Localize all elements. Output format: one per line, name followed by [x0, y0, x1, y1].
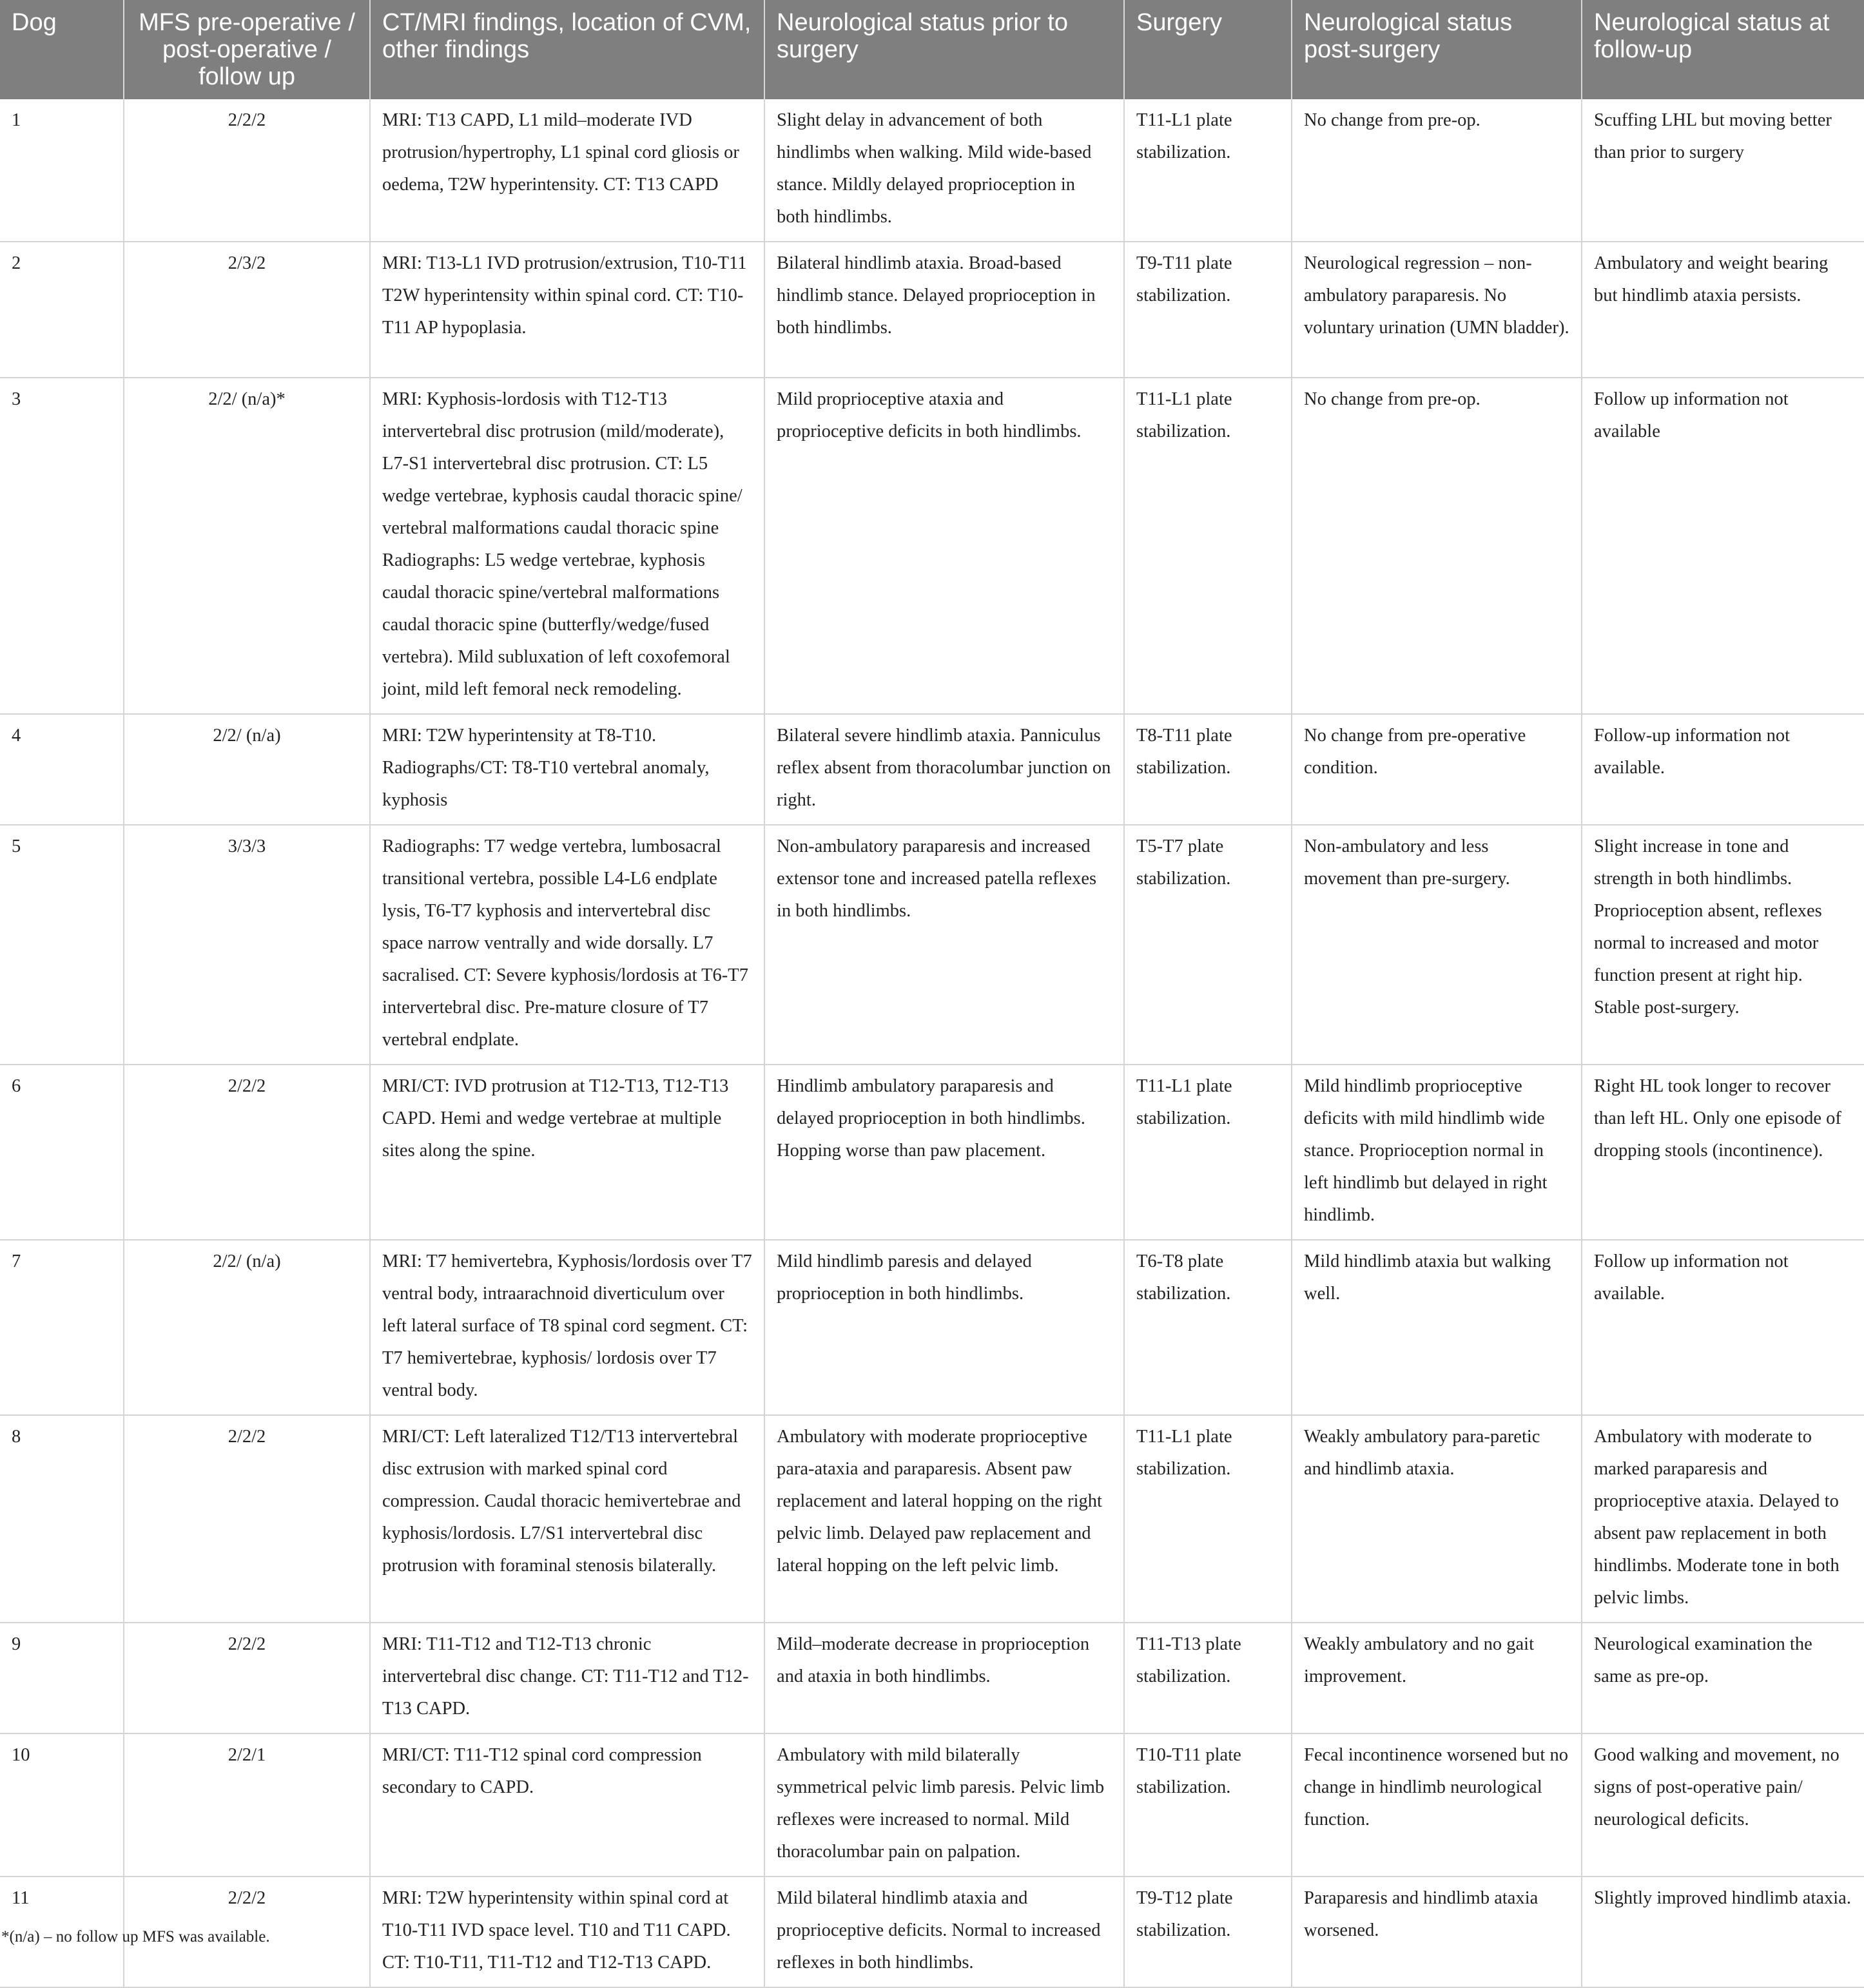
surgery-cell: T9-T11 plate stabilization.: [1124, 242, 1292, 378]
follow-up-cell: Follow up information not available: [1582, 378, 1864, 714]
mfs-cell: 2/2/2: [124, 1877, 370, 1987]
table-row: [0, 1415, 1864, 1623]
post-surgery-cell: No change from pre-operative condition.: [1292, 714, 1582, 825]
table-row: [0, 825, 1864, 1065]
pre-surgery-cell: Ambulatory with mild bilaterally symmetrical pelvic limb paresis. Pelvic limb reflexes were increased to normal. Mild thoracolumbar pain on palpation.: [764, 1733, 1124, 1877]
findings-cell: MRI: T13 CAPD, L1 mild–moderate IVD protrusion/hypertrophy, L1 spinal cord gliosis or oedema, T2W hyperintensity. CT: T13 CAPD: [370, 99, 764, 242]
mfs-cell: 2/2/2: [124, 1065, 370, 1240]
findings-cell: MRI: T11-T12 and T12-T13 chronic intervertebral disc change. CT: T11-T12 and T12-T13 CAPD.: [370, 1623, 764, 1733]
dog-cell: 7: [0, 1240, 124, 1415]
table-row: [0, 1623, 1864, 1733]
mfs-cell: 2/2/2: [124, 99, 370, 242]
follow-up-cell: Good walking and movement, no signs of post-operative pain/ neurological deficits.: [1582, 1733, 1864, 1877]
pre-surgery-cell: Mild–moderate decrease in proprioception and ataxia in both hindlimbs.: [764, 1623, 1124, 1733]
findings-cell: MRI: T13-L1 IVD protrusion/extrusion, T10-T11 T2W hyperintensity within spinal cord. CT: T10-T11 AP hypoplasia.: [370, 242, 764, 378]
table-row: [0, 378, 1864, 714]
header-surgery: Surgery: [1124, 0, 1292, 99]
mfs-cell: 3/3/3: [124, 825, 370, 1065]
header-findings: CT/MRI findings, location of CVM, other findings: [370, 0, 764, 99]
findings-cell: MRI: T2W hyperintensity within spinal cord at T10-T11 IVD space level. T10 and T11 CAPD. CT: T10-T11, T11-T12 and T12-T13 CAPD.: [370, 1877, 764, 1987]
follow-up-cell: Follow-up information not available.: [1582, 714, 1864, 825]
findings-cell: MRI: Kyphosis-lordosis with T12-T13 intervertebral disc protrusion (mild/moderate), L7-S1 intervertebral disc protrusion. CT: L5 wedge vertebrae, kyphosis caudal thoracic spine/ vertebral malformations caudal thoracic spine Radiographs: L5 wedge vertebrae, kyphosis caudal thoracic spine/vertebral malformations caudal thoracic spine (butterfly/wedge/fused vertebra). Mild subluxation of left coxofemoral joint, mild left femoral neck remodeling.: [370, 378, 764, 714]
dog-cell: 2: [0, 242, 124, 378]
table-row: [0, 242, 1864, 378]
dog-cell: 10: [0, 1733, 124, 1877]
findings-cell: MRI: T2W hyperintensity at T8-T10. Radiographs/CT: T8-T10 vertebral anomaly, kyphosis: [370, 714, 764, 825]
findings-cell: MRI/CT: T11-T12 spinal cord compression secondary to CAPD.: [370, 1733, 764, 1877]
table-row: [0, 714, 1864, 825]
header-pre-surgery: Neurological status prior to surgery: [764, 0, 1124, 99]
surgery-cell: T6-T8 plate stabilization.: [1124, 1240, 1292, 1415]
post-surgery-cell: Non-ambulatory and less movement than pre-surgery.: [1292, 825, 1582, 1065]
dog-cell: 3: [0, 378, 124, 714]
findings-cell: MRI: T7 hemivertebra, Kyphosis/lordosis over T7 ventral body, intraarachnoid diverticulum over left lateral surface of T8 spinal cord segment. CT: T7 hemivertebrae, kyphosis/ lordosis over T7 ventral body.: [370, 1240, 764, 1415]
header-row: [0, 0, 1864, 99]
post-surgery-cell: Neurological regression – non-ambulatory paraparesis. No voluntary urination (UMN bladder).: [1292, 242, 1582, 378]
dog-cell: 1: [0, 99, 124, 242]
dog-cell: 11: [0, 1877, 124, 1987]
surgery-cell: T11-T13 plate stabilization.: [1124, 1623, 1292, 1733]
follow-up-cell: Scuffing LHL but moving better than prior to surgery: [1582, 99, 1864, 242]
surgery-cell: T11-L1 plate stabilization.: [1124, 1415, 1292, 1623]
post-surgery-cell: Weakly ambulatory and no gait improvement.: [1292, 1623, 1582, 1733]
follow-up-cell: Follow up information not available.: [1582, 1240, 1864, 1415]
follow-up-cell: Right HL took longer to recover than left HL. Only one episode of dropping stools (incontinence).: [1582, 1065, 1864, 1240]
follow-up-cell: Neurological examination the same as pre-op.: [1582, 1623, 1864, 1733]
post-surgery-cell: No change from pre-op.: [1292, 378, 1582, 714]
dog-cell: 8: [0, 1415, 124, 1623]
mfs-cell: 2/2/2: [124, 1415, 370, 1623]
follow-up-cell: Slightly improved hindlimb ataxia.: [1582, 1877, 1864, 1987]
surgery-cell: T10-T11 plate stabilization.: [1124, 1733, 1292, 1877]
pre-surgery-cell: Mild hindlimb paresis and delayed proprioception in both hindlimbs.: [764, 1240, 1124, 1415]
findings-cell: MRI/CT: IVD protrusion at T12-T13, T12-T13 CAPD. Hemi and wedge vertebrae at multiple sites along the spine.: [370, 1065, 764, 1240]
post-surgery-cell: No change from pre-op.: [1292, 99, 1582, 242]
mfs-cell: 2/2/1: [124, 1733, 370, 1877]
header-post-surgery: Neurological status post-surgery: [1292, 0, 1582, 99]
mfs-cell: 2/2/ (n/a): [124, 1240, 370, 1415]
pre-surgery-cell: Hindlimb ambulatory paraparesis and delayed proprioception in both hindlimbs. Hopping worse than paw placement.: [764, 1065, 1124, 1240]
mfs-cell: 2/2/ (n/a)*: [124, 378, 370, 714]
dog-cell: 9: [0, 1623, 124, 1733]
table-row: [0, 99, 1864, 242]
follow-up-cell: Ambulatory with moderate to marked paraparesis and proprioceptive ataxia. Delayed to absent paw replacement in both hindlimbs. Moderate tone in both pelvic limbs.: [1582, 1415, 1864, 1623]
table-row: [0, 1877, 1864, 1987]
pre-surgery-cell: Bilateral hindlimb ataxia. Broad-based hindlimb stance. Delayed proprioception in both hindlimbs.: [764, 242, 1124, 378]
follow-up-cell: Ambulatory and weight bearing but hindlimb ataxia persists.: [1582, 242, 1864, 378]
header-follow-up: Neurological status at follow-up: [1582, 0, 1864, 99]
surgery-cell: T5-T7 plate stabilization.: [1124, 825, 1292, 1065]
surgery-cell: T9-T12 plate stabilization.: [1124, 1877, 1292, 1987]
post-surgery-cell: Weakly ambulatory para-paretic and hindlimb ataxia.: [1292, 1415, 1582, 1623]
table-row: [0, 1240, 1864, 1415]
header-dog: Dog: [0, 0, 124, 99]
dog-cell: 6: [0, 1065, 124, 1240]
follow-up-cell: Slight increase in tone and strength in both hindlimbs. Proprioception absent, reflexes normal to increased and motor function present at right hip. Stable post-surgery.: [1582, 825, 1864, 1065]
table-row: [0, 1065, 1864, 1240]
pre-surgery-cell: Slight delay in advancement of both hindlimbs when walking. Mild wide-based stance. Mildly delayed proprioception in both hindlimbs.: [764, 99, 1124, 242]
pre-surgery-cell: Mild proprioceptive ataxia and proprioceptive deficits in both hindlimbs.: [764, 378, 1124, 714]
pre-surgery-cell: Ambulatory with moderate proprioceptive para-ataxia and paraparesis. Absent paw replacement and lateral hopping on the right pelvic limb. Delayed paw replacement and lateral hopping on the left pelvic limb.: [764, 1415, 1124, 1623]
pre-surgery-cell: Bilateral severe hindlimb ataxia. Panniculus reflex absent from thoracolumbar junction on right.: [764, 714, 1124, 825]
surgery-cell: T11-L1 plate stabilization.: [1124, 378, 1292, 714]
post-surgery-cell: Mild hindlimb proprioceptive deficits with mild hindlimb wide stance. Proprioception normal in left hindlimb but delayed in right hindlimb.: [1292, 1065, 1582, 1240]
post-surgery-cell: Paraparesis and hindlimb ataxia worsened.: [1292, 1877, 1582, 1987]
findings-cell: MRI/CT: Left lateralized T12/T13 intervertebral disc extrusion with marked spinal cord compression. Caudal thoracic hemivertebrae and kyphosis/lordosis. L7/S1 intervertebral disc protrusion with foraminal stenosis bilaterally.: [370, 1415, 764, 1623]
pre-surgery-cell: Non-ambulatory paraparesis and increased extensor tone and increased patella reflexes in both hindlimbs.: [764, 825, 1124, 1065]
mfs-cell: 2/2/2: [124, 1623, 370, 1733]
post-surgery-cell: Mild hindlimb ataxia but walking well.: [1292, 1240, 1582, 1415]
surgery-cell: T11-L1 plate stabilization.: [1124, 1065, 1292, 1240]
table-row: [0, 1733, 1864, 1877]
pre-surgery-cell: Mild bilateral hindlimb ataxia and proprioceptive deficits. Normal to increased reflexes in both hindlimbs.: [764, 1877, 1124, 1987]
mfs-cell: 2/2/ (n/a): [124, 714, 370, 825]
table-footnote: *(n/a) – no follow up MFS was available.: [1, 1928, 270, 1945]
surgery-cell: T11-L1 plate stabilization.: [1124, 99, 1292, 242]
dog-cell: 5: [0, 825, 124, 1065]
post-surgery-cell: Fecal incontinence worsened but no change in hindlimb neurological function.: [1292, 1733, 1582, 1877]
dog-cell: 4: [0, 714, 124, 825]
findings-cell: Radiographs: T7 wedge vertebra, lumbosacral transitional vertebra, possible L4-L6 endplate lysis, T6-T7 kyphosis and intervertebral disc space narrow ventrally and wide dorsally. L7 sacralised. CT: Severe kyphosis/lordosis at T6-T7 intervertebral disc. Pre-mature closure of T7 vertebral endplate.: [370, 825, 764, 1065]
mfs-cell: 2/3/2: [124, 242, 370, 378]
header-mfs: MFS pre-operative / post-operative / follow up: [124, 0, 370, 99]
surgery-cell: T8-T11 plate stabilization.: [1124, 714, 1292, 825]
